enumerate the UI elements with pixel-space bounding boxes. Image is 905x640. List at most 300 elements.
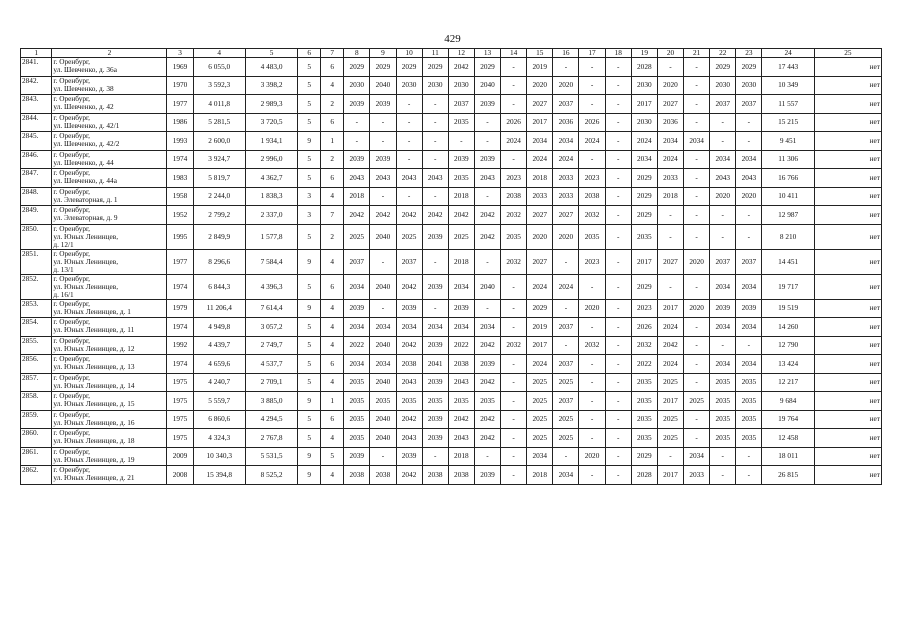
row-number: 2857. (21, 373, 52, 392)
data-cell: 2040 (370, 336, 396, 355)
data-cell: 2037 (553, 95, 579, 114)
data-cell: - (605, 224, 631, 249)
data-cell: 2025 (684, 392, 710, 411)
data-cell: - (684, 58, 710, 77)
data-cell: 2035 (344, 392, 370, 411)
data-cell: 2032 (579, 206, 605, 225)
data-cell: 2035 (631, 224, 657, 249)
data-cell: 2043 (448, 373, 474, 392)
data-cell: нет (814, 274, 881, 299)
data-cell: 6 (321, 410, 344, 429)
data-cell: 2036 (553, 113, 579, 132)
data-cell: - (579, 318, 605, 337)
data-cell: - (684, 95, 710, 114)
data-cell: 2023 (579, 249, 605, 274)
data-cell: 2035 (710, 392, 736, 411)
data-cell: 11 557 (762, 95, 814, 114)
data-cell: 2 849,9 (193, 224, 245, 249)
data-cell: 2025 (344, 224, 370, 249)
data-cell: 12 458 (762, 429, 814, 448)
data-cell: - (501, 318, 527, 337)
row-number: 2861. (21, 447, 52, 466)
data-cell: - (710, 466, 736, 485)
data-cell: 2030 (736, 76, 762, 95)
data-cell: 1975 (167, 410, 193, 429)
table-row (21, 336, 882, 355)
data-cell: 9 451 (762, 132, 814, 151)
data-cell: 7 (321, 206, 344, 225)
data-cell: 2039 (344, 95, 370, 114)
data-cell: 2043 (448, 429, 474, 448)
data-cell: - (657, 58, 683, 77)
data-cell: 12 217 (762, 373, 814, 392)
data-cell: 4 439,7 (193, 336, 245, 355)
data-cell: 7 614,4 (245, 299, 297, 318)
data-cell: 2034 (736, 150, 762, 169)
address-line: г. Оренбург, (53, 373, 90, 382)
data-cell: 2042 (396, 274, 422, 299)
row-number: 2848. (21, 187, 52, 206)
data-cell: 2025 (527, 373, 553, 392)
data-cell: нет (814, 58, 881, 77)
data-cell: 2035 (448, 392, 474, 411)
data-cell: 2020 (736, 187, 762, 206)
address-cell (52, 466, 167, 485)
row-number: 2862. (21, 466, 52, 485)
data-cell: 2035 (736, 373, 762, 392)
data-cell: 2023 (579, 169, 605, 188)
data-cell: 2039 (344, 150, 370, 169)
address-cell (52, 429, 167, 448)
data-cell: 2017 (657, 392, 683, 411)
address-line: ул. Юных Ленинцев, д. 1 (53, 306, 131, 316)
row-number: 2845. (21, 132, 52, 151)
data-cell: нет (814, 336, 881, 355)
data-cell: 5 (298, 95, 321, 114)
data-cell: - (501, 299, 527, 318)
data-cell: 1958 (167, 187, 193, 206)
data-cell: 2030 (710, 76, 736, 95)
data-cell: 2040 (474, 274, 500, 299)
data-cell: 2042 (396, 466, 422, 485)
data-cell: 2042 (474, 373, 500, 392)
data-cell: - (657, 447, 683, 466)
table-row (21, 429, 882, 448)
address-cell (52, 58, 167, 77)
address-line: д. 12/1 (53, 239, 74, 249)
data-cell: 1979 (167, 299, 193, 318)
table-row (21, 249, 882, 274)
data-cell: 2038 (396, 355, 422, 374)
address-line: г. Оренбург, (53, 354, 90, 363)
data-cell: 2026 (631, 318, 657, 337)
data-cell: 5 (298, 355, 321, 374)
data-cell: 2027 (527, 206, 553, 225)
data-cell: 4 537,7 (245, 355, 297, 374)
data-cell: - (553, 249, 579, 274)
data-cell: 2 (321, 224, 344, 249)
data-cell: 2030 (448, 76, 474, 95)
data-cell: 5 (298, 410, 321, 429)
data-cell: - (553, 299, 579, 318)
data-cell: 15 215 (762, 113, 814, 132)
address-line: г. Оренбург, (53, 428, 90, 437)
data-cell: 2018 (527, 169, 553, 188)
address-line: г. Оренбург, (53, 150, 90, 159)
data-cell: 2009 (167, 447, 193, 466)
data-cell: 2033 (684, 466, 710, 485)
data-cell: 2018 (527, 466, 553, 485)
data-cell: 19 717 (762, 274, 814, 299)
address-line: ул. Юных Ленинцев, д. 18 (53, 436, 135, 445)
row-number: 2843. (21, 95, 52, 114)
data-cell: - (370, 299, 396, 318)
data-cell: 9 684 (762, 392, 814, 411)
data-cell: 2035 (631, 373, 657, 392)
data-cell: - (579, 355, 605, 374)
address-line: ул. Юных Ленинцев, д. 21 (53, 473, 135, 482)
data-cell: 2018 (448, 447, 474, 466)
address-line: ул. Элеваторная, д. 1 (53, 194, 118, 204)
table-row (21, 206, 882, 225)
data-cell: - (684, 76, 710, 95)
data-cell: - (396, 95, 422, 114)
data-cell: 2043 (344, 169, 370, 188)
data-cell: 2024 (527, 274, 553, 299)
data-cell: - (422, 132, 448, 151)
data-cell: 2017 (657, 299, 683, 318)
address-line: г. Оренбург, (53, 336, 90, 345)
data-cell: 2023 (501, 169, 527, 188)
data-cell: - (422, 187, 448, 206)
header-row (21, 49, 882, 58)
column-number: 6 (298, 49, 321, 58)
data-cell: 2034 (370, 318, 396, 337)
data-cell: 2029 (631, 447, 657, 466)
column-number: 4 (193, 49, 245, 58)
data-cell: 2034 (396, 318, 422, 337)
data-cell: 2039 (344, 299, 370, 318)
data-cell: 2029 (631, 274, 657, 299)
data-cell: 7 584,4 (245, 249, 297, 274)
data-cell: 2033 (657, 169, 683, 188)
data-cell: 1974 (167, 274, 193, 299)
data-cell: - (605, 113, 631, 132)
data-cell: 2043 (736, 169, 762, 188)
data-cell: 2025 (448, 224, 474, 249)
address-cell (52, 336, 167, 355)
data-cell: нет (814, 76, 881, 95)
data-cell: - (474, 132, 500, 151)
data-cell: 2035 (396, 392, 422, 411)
data-cell: 2029 (474, 58, 500, 77)
data-cell: 14 451 (762, 249, 814, 274)
column-number: 23 (736, 49, 762, 58)
column-number: 24 (762, 49, 814, 58)
data-cell: 2042 (396, 206, 422, 225)
address-line: ул. Юных Ленинцев, д. 11 (53, 325, 135, 334)
data-cell: 5 (298, 150, 321, 169)
column-number: 12 (448, 49, 474, 58)
data-cell: - (736, 224, 762, 249)
row-number: 2849. (21, 206, 52, 225)
data-cell: 2038 (448, 466, 474, 485)
row-number: 2844. (21, 113, 52, 132)
data-cell: нет (814, 410, 881, 429)
data-cell: 1995 (167, 224, 193, 249)
data-cell: 2032 (631, 336, 657, 355)
table-row (21, 274, 882, 299)
data-cell: 2020 (527, 224, 553, 249)
data-cell: - (579, 150, 605, 169)
data-cell: - (579, 274, 605, 299)
data-cell: 2039 (422, 336, 448, 355)
data-cell: 2037 (710, 249, 736, 274)
column-number: 5 (245, 49, 297, 58)
data-cell: 2022 (344, 336, 370, 355)
data-cell: 26 815 (762, 466, 814, 485)
data-cell: 2040 (370, 410, 396, 429)
data-cell: - (657, 206, 683, 225)
address-cell (52, 318, 167, 337)
data-cell: 2034 (422, 318, 448, 337)
data-cell: 2 (321, 95, 344, 114)
data-cell: - (474, 187, 500, 206)
data-cell: нет (814, 206, 881, 225)
data-cell: 2034 (553, 466, 579, 485)
table-row (21, 132, 882, 151)
data-cell: 4 294,5 (245, 410, 297, 429)
data-cell: 2043 (474, 169, 500, 188)
data-cell: 18 011 (762, 447, 814, 466)
data-cell: 4 483,0 (245, 58, 297, 77)
data-cell: 2043 (710, 169, 736, 188)
data-cell: 2034 (344, 274, 370, 299)
data-cell: - (605, 429, 631, 448)
data-cell: 8 210 (762, 224, 814, 249)
data-cell: 6 (321, 113, 344, 132)
data-cell: 2027 (527, 95, 553, 114)
data-cell: 2042 (474, 224, 500, 249)
row-number: 2853. (21, 299, 52, 318)
data-cell: 2008 (167, 466, 193, 485)
data-cell: - (474, 447, 500, 466)
data-cell: 2034 (710, 150, 736, 169)
data-cell: 2037 (396, 249, 422, 274)
data-cell: 4 (321, 249, 344, 274)
data-cell: 2024 (657, 355, 683, 374)
data-cell: 2019 (527, 58, 553, 77)
data-cell: нет (814, 299, 881, 318)
data-cell: 2042 (474, 429, 500, 448)
address-line: г. Оренбург, (53, 94, 90, 103)
data-cell: - (684, 355, 710, 374)
data-cell: 3 720,5 (245, 113, 297, 132)
data-cell: - (422, 113, 448, 132)
data-cell: - (396, 187, 422, 206)
data-cell: 2024 (579, 132, 605, 151)
data-cell: нет (814, 150, 881, 169)
data-cell: 2034 (527, 447, 553, 466)
data-cell: - (370, 113, 396, 132)
data-cell: 2029 (422, 58, 448, 77)
data-cell: - (684, 336, 710, 355)
data-cell: - (344, 113, 370, 132)
table-row (21, 373, 882, 392)
data-cell: нет (814, 466, 881, 485)
address-cell (52, 132, 167, 151)
data-cell: 11 206,4 (193, 299, 245, 318)
data-cell: 2019 (527, 318, 553, 337)
table-row (21, 355, 882, 374)
data-cell: 3 (298, 206, 321, 225)
data-cell: 5 281,5 (193, 113, 245, 132)
data-cell: - (553, 447, 579, 466)
data-cell: 4 (321, 299, 344, 318)
data-cell: 4 (321, 187, 344, 206)
data-cell: 2025 (553, 410, 579, 429)
data-cell: 2034 (684, 132, 710, 151)
data-cell: 2035 (344, 373, 370, 392)
data-cell: 1974 (167, 355, 193, 374)
data-cell: 2022 (448, 336, 474, 355)
data-cell: 2033 (527, 187, 553, 206)
data-cell: 2039 (736, 299, 762, 318)
table-row (21, 58, 882, 77)
data-cell: 2029 (370, 58, 396, 77)
data-cell: 4 324,3 (193, 429, 245, 448)
data-cell: 10 340,3 (193, 447, 245, 466)
data-cell: 1 577,8 (245, 224, 297, 249)
data-cell: 9 (298, 132, 321, 151)
data-cell: 2039 (474, 466, 500, 485)
data-cell: 2020 (553, 76, 579, 95)
data-cell: 5 (298, 373, 321, 392)
column-number: 21 (684, 49, 710, 58)
data-cell: 5 (298, 169, 321, 188)
data-cell: 2042 (344, 206, 370, 225)
row-number: 2852. (21, 274, 52, 299)
data-cell: 2035 (736, 392, 762, 411)
data-cell: 2030 (396, 76, 422, 95)
data-cell: 2024 (657, 318, 683, 337)
data-cell: 2 709,1 (245, 373, 297, 392)
data-cell: 9 (298, 392, 321, 411)
column-number: 8 (344, 49, 370, 58)
data-cell: 2 749,7 (245, 336, 297, 355)
data-cell: 2035 (710, 410, 736, 429)
address-line: ул. Шевченко, д. 42 (53, 102, 114, 111)
data-cell: 2028 (631, 58, 657, 77)
data-cell: 2039 (422, 429, 448, 448)
address-line: г. Оренбург, (53, 274, 90, 283)
data-cell: 2035 (448, 113, 474, 132)
data-cell: нет (814, 224, 881, 249)
data-cell: 5 559,7 (193, 392, 245, 411)
data-cell: 2034 (344, 355, 370, 374)
data-cell: 2017 (527, 113, 553, 132)
address-line: д. 13/1 (53, 264, 74, 274)
data-cell: 2018 (448, 249, 474, 274)
address-line: ул. Шевченко, д. 36а (53, 65, 117, 74)
data-cell: 2035 (579, 224, 605, 249)
data-cell: 2039 (474, 355, 500, 374)
data-cell: 2025 (527, 410, 553, 429)
data-cell: - (579, 76, 605, 95)
data-cell: 2043 (370, 169, 396, 188)
row-number: 2860. (21, 429, 52, 448)
data-cell: - (605, 76, 631, 95)
address-cell (52, 249, 167, 274)
column-number: 7 (321, 49, 344, 58)
data-cell: 2042 (474, 336, 500, 355)
data-cell: 2038 (344, 466, 370, 485)
data-cell: - (605, 132, 631, 151)
data-cell: 5 (298, 76, 321, 95)
address-line: г. Оренбург, (53, 168, 90, 177)
data-cell: 2042 (657, 336, 683, 355)
data-cell: - (553, 58, 579, 77)
data-cell: - (422, 447, 448, 466)
data-cell: - (736, 206, 762, 225)
data-cell: 2033 (553, 169, 579, 188)
data-cell: - (396, 132, 422, 151)
data-cell: - (684, 318, 710, 337)
data-cell: 2039 (370, 95, 396, 114)
data-cell: 2035 (631, 392, 657, 411)
address-cell (52, 76, 167, 95)
data-cell: 19 764 (762, 410, 814, 429)
data-cell: 1983 (167, 169, 193, 188)
data-cell: 2039 (422, 224, 448, 249)
data-cell: - (605, 410, 631, 429)
data-cell: 2032 (501, 336, 527, 355)
data-cell: - (579, 95, 605, 114)
data-cell: 2035 (736, 429, 762, 448)
address-line: ул. Юных Ленинцев, д. 12 (53, 343, 135, 353)
column-number: 16 (553, 49, 579, 58)
data-cell: - (684, 169, 710, 188)
data-cell: - (736, 466, 762, 485)
data-cell: 1974 (167, 318, 193, 337)
data-cell: - (710, 206, 736, 225)
data-cell: 2037 (736, 249, 762, 274)
column-number: 9 (370, 49, 396, 58)
data-cell: 4 (321, 336, 344, 355)
data-cell: 2 996,0 (245, 150, 297, 169)
data-cell: - (422, 150, 448, 169)
data-cell: 2039 (448, 150, 474, 169)
data-cell: 2038 (448, 355, 474, 374)
data-cell: - (579, 410, 605, 429)
data-cell: 2 (321, 150, 344, 169)
data-cell: 2025 (396, 224, 422, 249)
data-cell: 2037 (736, 95, 762, 114)
address-cell (52, 187, 167, 206)
address-line: г. Оренбург, (53, 131, 90, 140)
data-cell: - (370, 447, 396, 466)
column-number: 2 (52, 49, 167, 58)
data-cell: - (605, 336, 631, 355)
column-number: 25 (814, 49, 881, 58)
data-cell: 2034 (527, 132, 553, 151)
address-line: ул. Юных Ленинцев, д. 15 (53, 399, 135, 408)
data-cell: - (579, 58, 605, 77)
data-cell: 2034 (710, 355, 736, 374)
data-cell: - (553, 336, 579, 355)
data-cell: 14 260 (762, 318, 814, 337)
data-cell: - (657, 224, 683, 249)
